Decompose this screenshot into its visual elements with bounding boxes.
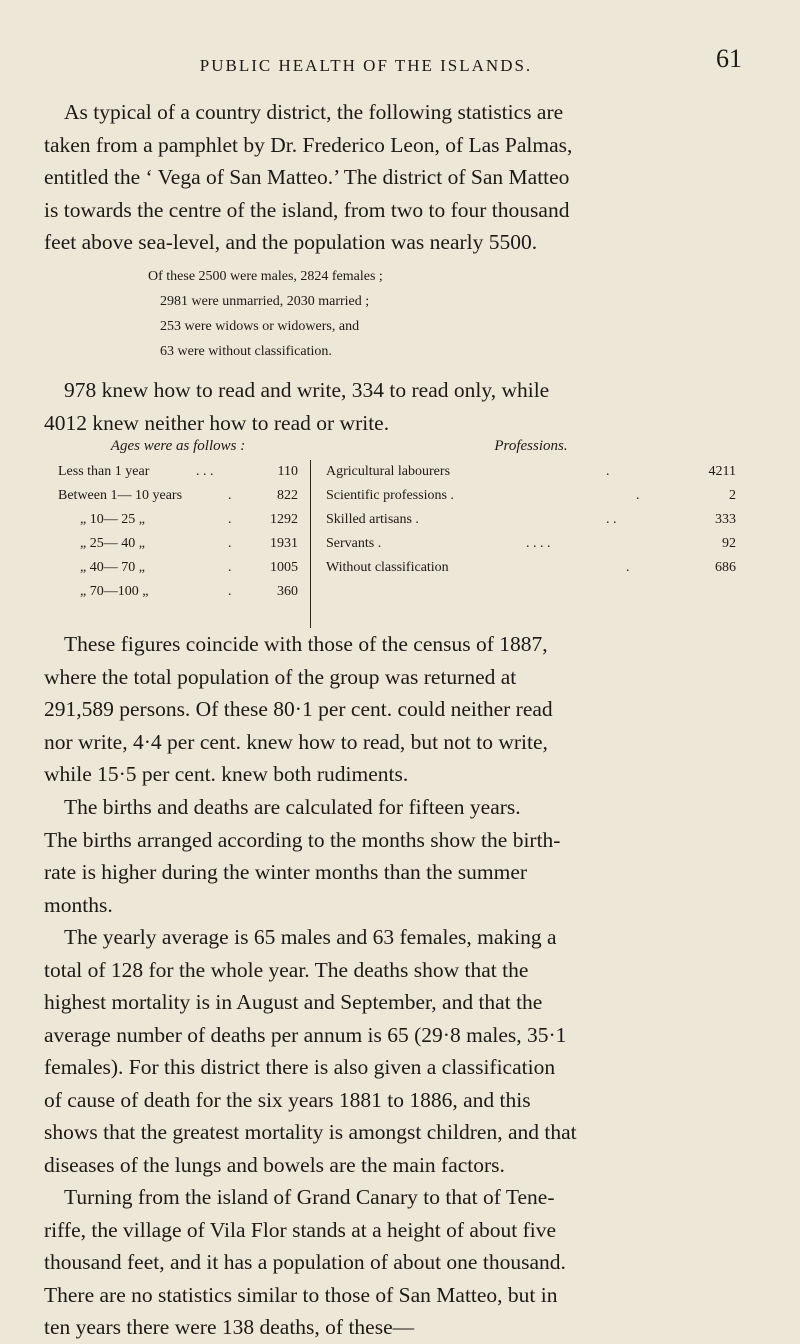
- literacy-paragraph: [44, 374, 764, 439]
- text-line: females). For this district there is also given a classification: [44, 1055, 556, 1079]
- tenerife-paragraph: [44, 1181, 764, 1344]
- leader-dots: . . . .: [526, 536, 551, 551]
- ages-label: „ 25— 40 „: [80, 536, 145, 551]
- professions-label: Servants .: [326, 536, 382, 551]
- ages-row: [58, 508, 298, 532]
- ages-table-title: Ages were as follows :: [110, 438, 246, 454]
- ages-label: Less than 1 year: [58, 464, 150, 479]
- text-line: taken from a pamphlet by Dr. Frederico Leon, of Las Palmas,: [44, 132, 573, 157]
- ages-label: „ 10— 25 „: [80, 512, 145, 527]
- text-line: 978 knew how to read and write, 334 to read only, while: [64, 378, 550, 402]
- leader-dots: . . .: [196, 464, 214, 479]
- ages-row: [58, 484, 298, 508]
- text-line: ten years there were 138 deaths, of these—: [44, 1315, 415, 1339]
- professions-label: Scientific professions .: [326, 488, 454, 503]
- professions-label: Without classification: [326, 560, 449, 575]
- text-line: while 15·5 per cent. knew both rudiments.: [44, 762, 409, 786]
- ages-label: Between 1— 10 years: [58, 488, 183, 503]
- leader-dots: .: [228, 512, 232, 527]
- ages-label: „ 70—100 „: [80, 584, 149, 599]
- census-paragraph: [44, 628, 764, 791]
- text-line: Turning from the island of Grand Canary to that of Tene-: [64, 1185, 555, 1209]
- text-line: highest mortality is in August and September, and that the: [44, 990, 543, 1014]
- text-line: The yearly average is 65 males and 63 females, making a: [64, 925, 557, 949]
- column-divider: [310, 460, 311, 628]
- ages-row: [58, 460, 298, 484]
- statistics-tables: [58, 432, 758, 622]
- professions-value: 92: [722, 536, 736, 551]
- text-line: thousand feet, and it has a population of about one thousand.: [44, 1250, 566, 1274]
- text-line: The births arranged according to the months show the birth-: [44, 827, 561, 852]
- leader-dots: . .: [606, 512, 617, 527]
- text-line: is towards the centre of the island, from two to four thousand: [44, 197, 570, 222]
- text-line: nor write, 4·4 per cent. knew how to read, but not to write,: [44, 729, 548, 754]
- population-breakdown: [148, 264, 708, 364]
- professions-label: Skilled artisans .: [326, 512, 419, 527]
- text-line: of cause of death for the six years 1881 to 1886, and this: [44, 1087, 531, 1112]
- leader-dots: .: [228, 488, 232, 503]
- professions-table: [326, 432, 736, 580]
- average-paragraph: [44, 921, 764, 1181]
- text-line: As typical of a country district, the following statistics are: [64, 100, 564, 124]
- text-line: average number of deaths per annum is 65 (29·8 males, 35·1: [44, 1022, 567, 1047]
- text-line: total of 128 for the whole year. The deaths show that the: [44, 957, 529, 982]
- ages-value: 360: [277, 584, 298, 599]
- leader-dots: .: [606, 464, 610, 479]
- professions-row: [326, 460, 736, 484]
- professions-row: [326, 556, 736, 580]
- breakdown-line: 2981 were unmarried, 2030 married ;: [160, 294, 370, 309]
- professions-value: 2: [729, 488, 736, 503]
- professions-row: [326, 532, 736, 556]
- ages-row: [58, 532, 298, 556]
- leader-dots: .: [228, 560, 232, 575]
- text-line: 291,589 persons. Of these 80·1 per cent. could neither read: [44, 697, 553, 721]
- ages-value: 110: [277, 464, 298, 479]
- text-line: There are no statistics similar to those of San Matteo, but in: [44, 1282, 558, 1307]
- births-paragraph: [44, 791, 764, 921]
- professions-label: Agricultural labourers: [326, 464, 451, 479]
- ages-value: 1931: [270, 536, 298, 551]
- ages-value: 822: [277, 488, 298, 503]
- intro-paragraph: [44, 96, 764, 259]
- running-header: PUBLIC HEALTH OF THE ISLANDS.: [199, 56, 533, 75]
- leader-dots: .: [626, 560, 630, 575]
- breakdown-line: 63 were without classification.: [160, 344, 332, 359]
- leader-dots: .: [228, 536, 232, 551]
- text-line: where the total population of the group was returned at: [44, 664, 517, 689]
- ages-row: [58, 580, 298, 604]
- text-line: diseases of the lungs and bowels are the main factors.: [44, 1152, 505, 1177]
- professions-row: [326, 484, 736, 508]
- text-line: months.: [44, 892, 113, 917]
- ages-value: 1292: [270, 512, 298, 527]
- breakdown-line: Of these 2500 were males, 2824 females ;: [148, 269, 383, 284]
- ages-row: [58, 556, 298, 580]
- leader-dots: .: [636, 488, 640, 503]
- leader-dots: .: [228, 584, 232, 599]
- professions-value: 686: [715, 560, 736, 575]
- page-number: 61: [716, 44, 742, 73]
- professions-row: [326, 508, 736, 532]
- text-line: These figures coincide with those of the census of 1887,: [64, 632, 548, 656]
- professions-value: 4211: [708, 464, 736, 479]
- professions-table-title: Professions.: [494, 438, 568, 454]
- ages-table: [58, 432, 298, 604]
- breakdown-line: 253 were widows or widowers, and: [160, 319, 360, 334]
- professions-value: 333: [715, 512, 736, 527]
- text-line: rate is higher during the winter months than the summer: [44, 860, 528, 884]
- text-line: riffe, the village of Vila Flor stands at a height of about five: [44, 1217, 556, 1242]
- text-line: shows that the greatest mortality is amongst children, and that: [44, 1120, 577, 1144]
- text-line: entitled the ‘ Vega of San Matteo.’ The district of San Matteo: [44, 165, 570, 189]
- text-line: The births and deaths are calculated for fifteen years.: [64, 795, 521, 819]
- text-line: 4012 knew neither how to read or write.: [44, 410, 390, 435]
- ages-value: 1005: [270, 560, 298, 575]
- text-line: feet above sea-level, and the population was nearly 5500.: [44, 230, 538, 254]
- ages-label: „ 40— 70 „: [80, 560, 145, 575]
